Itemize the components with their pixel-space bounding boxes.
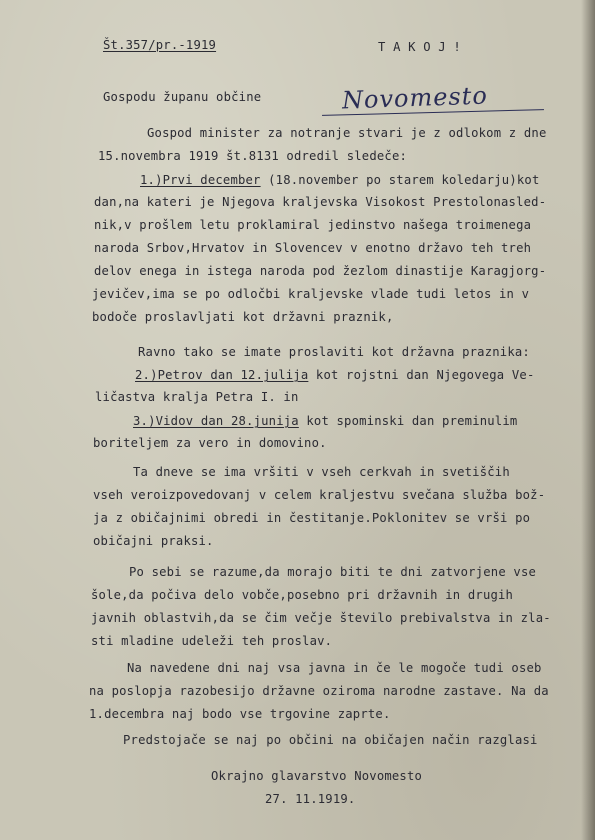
p1-line-2: dan,na kateri je Njegova kraljevska Visokost Prestolonasled- [94,195,547,209]
reference-number: Št.357/pr.-1919 [103,38,217,52]
p4-line-4: sti mladine udeleži teh proslav. [91,634,333,648]
p5-line-1: Na navedene dni naj vsa javna in če le mogoče tudi oseb [127,661,542,675]
p4-line-3: javnih oblastvih,da se čim večje število prebivalstva in zla- [91,611,551,625]
addressee-handwritten: Novomesto [341,81,489,115]
p3-line-2: vseh veroizpovedovanj v celem kraljestvu svečana služba bož- [93,488,546,502]
p3-line-3: ja z običajnimi obredi in čestitanje.Poklonitev se vrši po [93,511,531,525]
item-3-label: 3.)Vidov dan 28.junija [133,414,299,428]
signature-date: 27. 11.1919. [265,792,356,806]
item-1-label: 1.)Prvi december [140,173,261,187]
p5-line-3: 1.decembra naj bodo vse trgovine zaprte. [89,707,391,721]
item-3-rest: kot spominski dan preminulim [298,414,518,428]
p2-line-3: ličastva kralja Petra I. in [95,390,299,404]
urgent-heading: T A K O J ! [378,40,461,54]
p5-line-2: na poslopja razobesijo državne oziroma narodne zastave. Na da [89,684,549,698]
addressee-printed: Gospodu županu občine [103,90,262,104]
page-edge-shadow [581,0,595,840]
item-2-label: 2.)Petrov dan 12.julija [135,368,309,382]
item-2-line [135,368,535,382]
p1-line-5: delov enega in istega naroda pod žezlom dinastije Karagjorg- [94,264,547,278]
p6-line-1: Predstojače se naj po občini na običajen način razglasi [123,733,538,747]
item-1-rest: (18.november po starem koledarju)kot [260,173,540,187]
p4-line-1: Po sebi se razume,da morajo biti te dni zatvorjene vse [129,565,537,579]
p1-line-7: bodoče proslavljati kot državni praznik, [92,310,394,324]
p2-line-1: Ravno tako se imate proslaviti kot državna praznika: [138,345,530,359]
p2-line-5: boriteljem za vero in domovino. [93,436,327,450]
p1-line-6: jevičev,ima se po odločbi kraljevske vlade tudi letos in v [92,287,530,301]
intro-line-2: 15.novembra 1919 št.8131 odredil sledeče: [98,149,408,163]
item-1-line [140,173,540,187]
p1-line-4: naroda Srbov,Hrvatov in Slovencev v enotno državo teh treh [94,241,532,255]
item-2-rest: kot rojstni dan Njegovega Ve- [308,368,535,382]
signature-office: Okrajno glavarstvo Novomesto [211,769,423,783]
p4-line-2: šole,da počiva delo vobče,posebno pri državnih in drugih [91,588,514,602]
item-3-line [133,414,517,428]
p3-line-1: Ta dneve se ima vršiti v vseh cerkvah in svetiščih [133,465,510,479]
p3-line-4: običajni praksi. [93,534,214,548]
p1-line-3: nik,v prošlem letu proklamiral jedinstvo našega troimenega [94,218,532,232]
intro-line-1: Gospod minister za notranje stvari je z odlokom z dne [147,126,547,140]
